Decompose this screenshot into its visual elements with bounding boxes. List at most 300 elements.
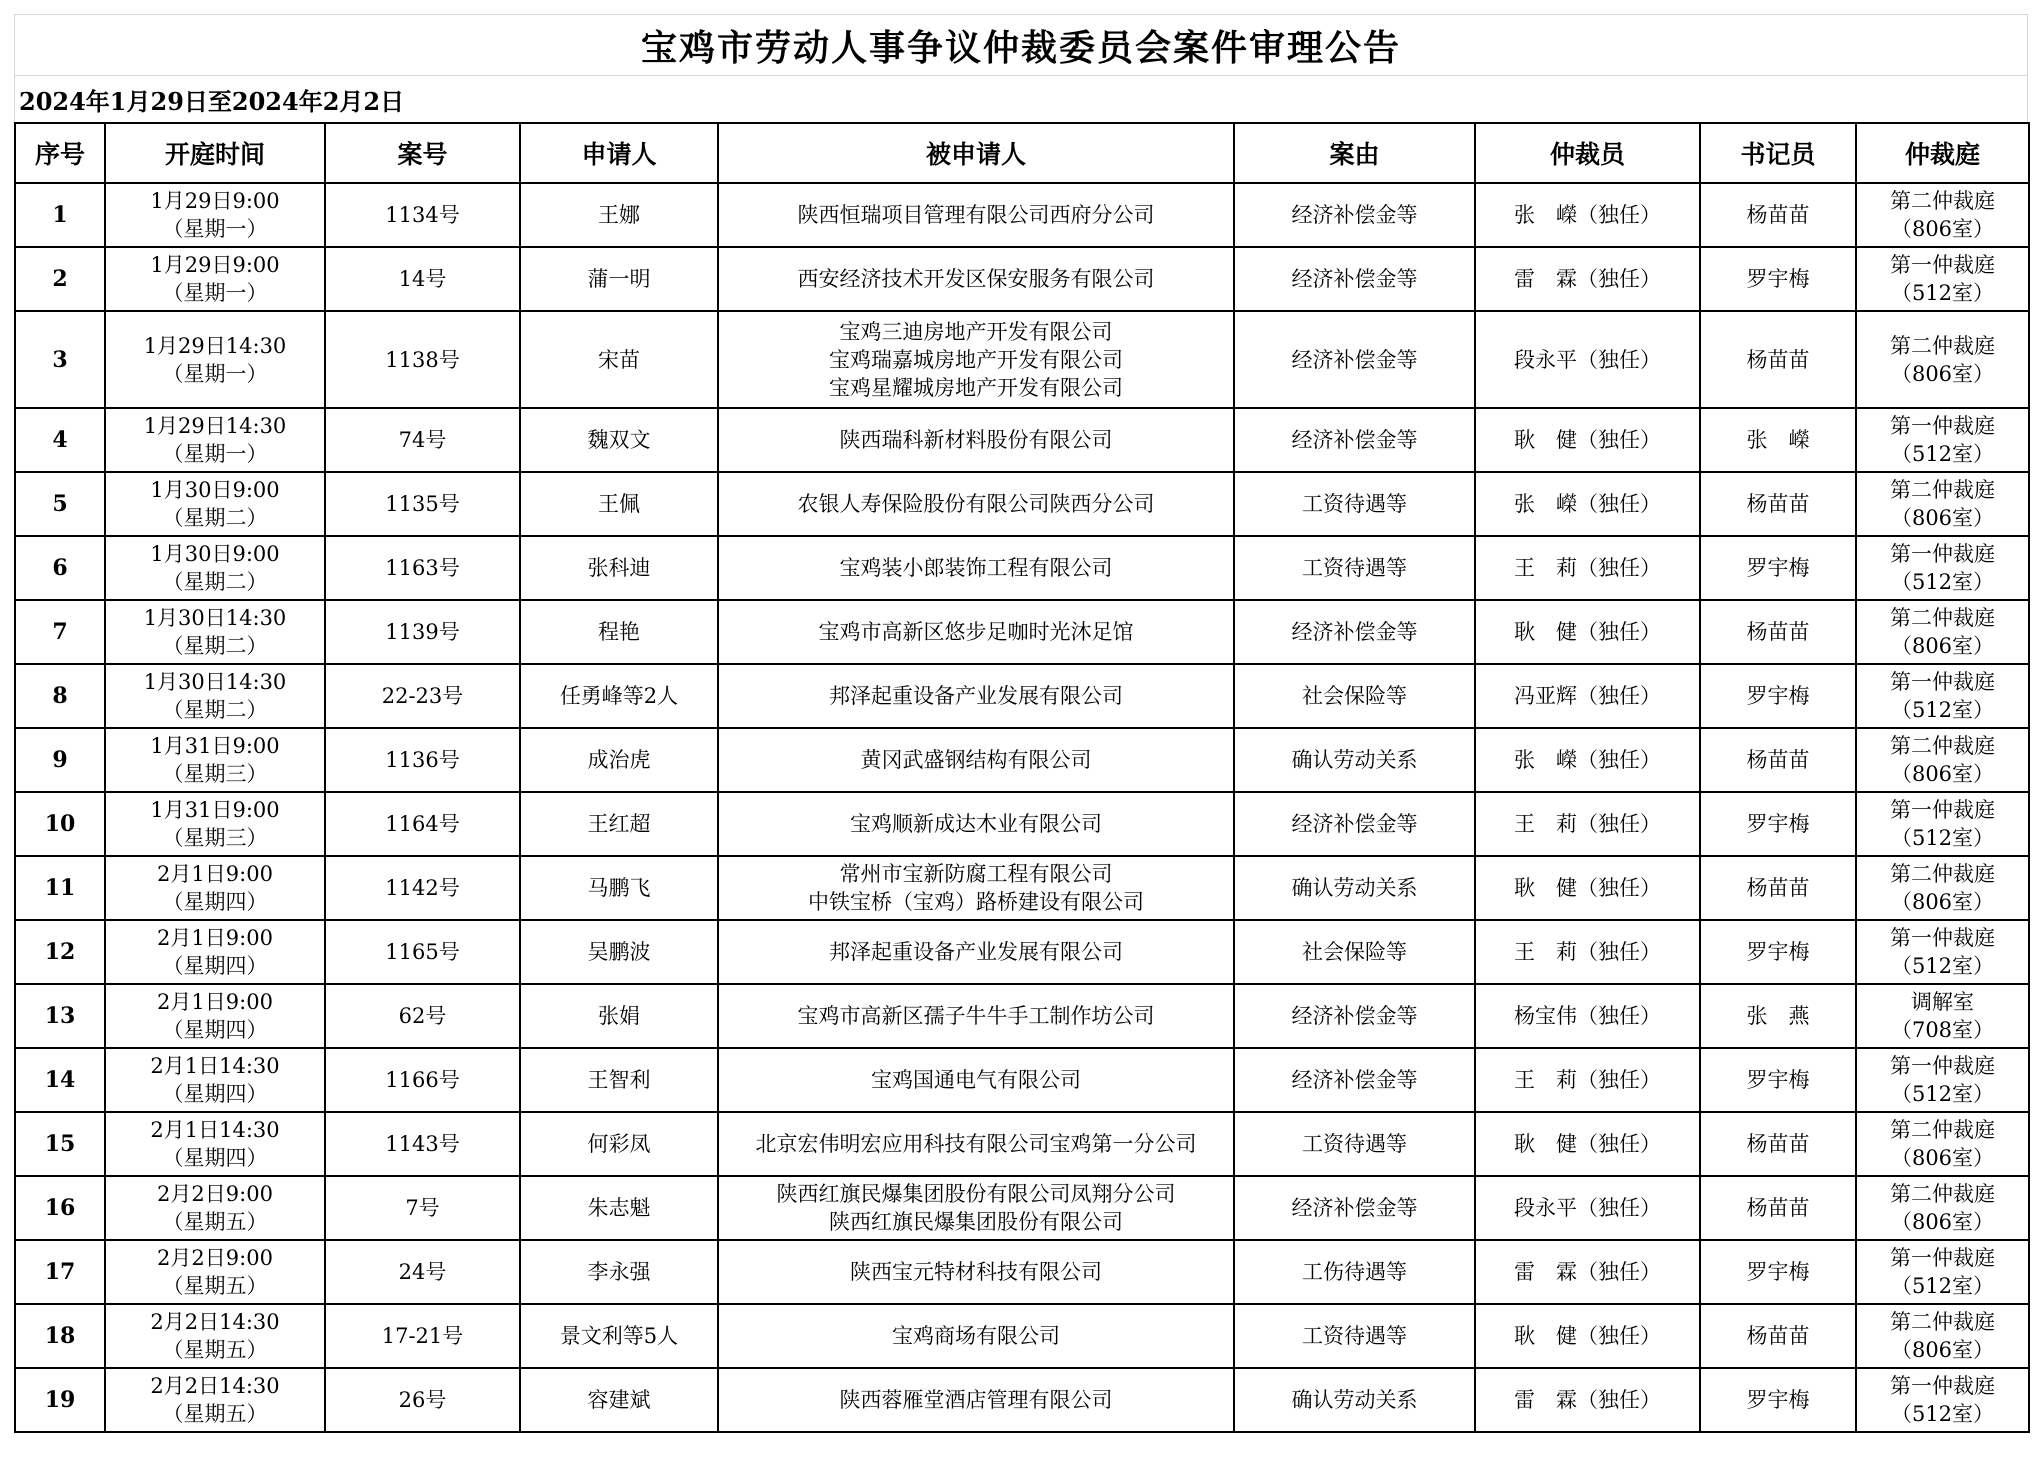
tribunal-line: （512室） [1890, 826, 1995, 850]
tribunal-line: （512室） [1890, 570, 1995, 594]
cause-cell: 确认劳动关系 [1234, 1368, 1475, 1432]
hearing-time-line: 2月1日9:00 [157, 990, 273, 1014]
respondent-line: 宝鸡顺新成达木业有限公司 [850, 812, 1102, 836]
respondent-cell [718, 1368, 1234, 1432]
tribunal-line: （806室） [1890, 762, 1995, 786]
hearing-time-line: （星期一） [162, 217, 268, 241]
respondent-cell [718, 247, 1234, 311]
hearing-time-line: 1月30日9:00 [150, 542, 280, 566]
respondent-line: 宝鸡瑞嘉城房地产开发有限公司 [829, 347, 1123, 372]
tribunal-line: 第一仲裁庭 [1890, 670, 1995, 694]
seq-cell: 19 [15, 1368, 105, 1432]
case-number-cell: 24号 [325, 1240, 520, 1304]
tribunal-line: 第一仲裁庭 [1890, 253, 1995, 277]
arbitrator-cell: 耿 健（独任） [1475, 408, 1700, 472]
tribunal-cell [1856, 1240, 2029, 1304]
tribunal-line: （806室） [1890, 1338, 1995, 1362]
case-number-cell: 1139号 [325, 600, 520, 664]
hearing-time-cell [105, 920, 325, 984]
hearing-time-cell [105, 1048, 325, 1112]
tribunal-line: （806室） [1890, 506, 1995, 530]
tribunal-line: （806室） [1890, 634, 1995, 658]
tribunal-line: 第一仲裁庭 [1890, 926, 1995, 950]
tribunal-line: 第一仲裁庭 [1890, 1054, 1995, 1078]
hearing-time-cell [105, 600, 325, 664]
seq-cell: 6 [15, 536, 105, 600]
respondent-line: 农银人寿保险股份有限公司陕西分公司 [797, 492, 1155, 516]
tribunal-line: 第二仲裁庭 [1890, 734, 1995, 758]
clerk-cell: 罗宇梅 [1700, 536, 1856, 600]
seq-cell: 12 [15, 920, 105, 984]
respondent-line: 西安经济技术开发区保安服务有限公司 [797, 267, 1155, 291]
hearing-time-line: 1月30日9:00 [150, 478, 280, 502]
table-row [15, 728, 2029, 792]
table-row [15, 1368, 2029, 1432]
table-body [15, 183, 2029, 1432]
header-hearing-time: 开庭时间 [105, 123, 325, 183]
arbitrator-cell: 王 莉（独任） [1475, 536, 1700, 600]
case-number-cell: 1142号 [325, 856, 520, 920]
hearing-time-line: （星期五） [162, 1338, 268, 1362]
seq-cell: 4 [15, 408, 105, 472]
clerk-cell: 罗宇梅 [1700, 792, 1856, 856]
cause-cell: 确认劳动关系 [1234, 728, 1475, 792]
applicant-cell: 任勇峰等2人 [520, 664, 718, 728]
cause-cell: 经济补偿金等 [1234, 1048, 1475, 1112]
tribunal-cell [1856, 664, 2029, 728]
case-number-cell: 1138号 [325, 311, 520, 408]
hearing-time-line: （星期一） [162, 361, 268, 386]
tribunal-line: 第二仲裁庭 [1890, 1118, 1995, 1142]
header-seq: 序号 [15, 123, 105, 183]
clerk-cell: 杨苗苗 [1700, 728, 1856, 792]
respondent-cell [718, 1240, 1234, 1304]
seq-cell: 7 [15, 600, 105, 664]
tribunal-line: （512室） [1890, 442, 1995, 466]
arbitrator-cell: 段永平（独任） [1475, 1176, 1700, 1240]
respondent-cell [718, 183, 1234, 247]
arbitrator-cell: 杨宝伟（独任） [1475, 984, 1700, 1048]
tribunal-line: 第二仲裁庭 [1890, 1310, 1995, 1334]
hearing-time-cell [105, 664, 325, 728]
hearing-time-line: （星期四） [162, 1146, 268, 1170]
tribunal-cell [1856, 792, 2029, 856]
clerk-cell: 张 嶸 [1700, 408, 1856, 472]
tribunal-cell [1856, 600, 2029, 664]
cause-cell: 经济补偿金等 [1234, 311, 1475, 408]
hearing-time-line: （星期二） [162, 570, 268, 594]
respondent-line: 中铁宝桥（宝鸡）路桥建设有限公司 [808, 890, 1144, 914]
clerk-cell: 杨苗苗 [1700, 1112, 1856, 1176]
arbitrator-cell: 张 嶸（独任） [1475, 472, 1700, 536]
arbitrator-cell: 雷 霖（独任） [1475, 1368, 1700, 1432]
cause-cell: 工资待遇等 [1234, 536, 1475, 600]
seq-cell: 2 [15, 247, 105, 311]
seq-cell: 9 [15, 728, 105, 792]
cause-cell: 经济补偿金等 [1234, 600, 1475, 664]
respondent-line: 邦泽起重设备产业发展有限公司 [829, 684, 1123, 708]
tribunal-line: 第二仲裁庭 [1890, 606, 1995, 630]
hearing-time-cell [105, 856, 325, 920]
respondent-cell [718, 311, 1234, 408]
seq-cell: 5 [15, 472, 105, 536]
table-row [15, 920, 2029, 984]
seq-cell: 14 [15, 1048, 105, 1112]
clerk-cell: 罗宇梅 [1700, 1048, 1856, 1112]
clerk-cell: 罗宇梅 [1700, 664, 1856, 728]
case-number-cell: 1134号 [325, 183, 520, 247]
hearing-time-line: （星期四） [162, 1082, 268, 1106]
table-row [15, 1304, 2029, 1368]
tribunal-cell [1856, 1048, 2029, 1112]
hearing-time-cell [105, 472, 325, 536]
applicant-cell: 王娜 [520, 183, 718, 247]
cause-cell: 工伤待遇等 [1234, 1240, 1475, 1304]
seq-cell: 3 [15, 311, 105, 408]
page-title: 宝鸡市劳动人事争议仲裁委员会案件审理公告 [14, 14, 2028, 75]
hearing-time-cell [105, 1176, 325, 1240]
clerk-cell: 罗宇梅 [1700, 1368, 1856, 1432]
tribunal-cell [1856, 984, 2029, 1048]
tribunal-cell [1856, 183, 2029, 247]
hearing-time-line: （星期二） [162, 698, 268, 722]
hearing-schedule-table [14, 122, 2030, 1433]
tribunal-line: 第二仲裁庭 [1890, 1182, 1995, 1206]
hearing-time-cell [105, 728, 325, 792]
applicant-cell: 李永强 [520, 1240, 718, 1304]
respondent-cell [718, 856, 1234, 920]
clerk-cell: 杨苗苗 [1700, 183, 1856, 247]
tribunal-line: 第一仲裁庭 [1890, 798, 1995, 822]
case-number-cell: 17-21号 [325, 1304, 520, 1368]
hearing-time-line: 2月1日14:30 [150, 1118, 280, 1142]
tribunal-line: （512室） [1890, 1274, 1995, 1298]
hearing-time-cell [105, 1240, 325, 1304]
applicant-cell: 张娟 [520, 984, 718, 1048]
hearing-time-cell [105, 984, 325, 1048]
case-number-cell: 1136号 [325, 728, 520, 792]
arbitrator-cell: 王 莉（独任） [1475, 920, 1700, 984]
respondent-cell [718, 984, 1234, 1048]
header-arbitrator: 仲裁员 [1475, 123, 1700, 183]
hearing-time-line: 1月30日14:30 [143, 670, 287, 694]
cause-cell: 工资待遇等 [1234, 1304, 1475, 1368]
table-row [15, 1112, 2029, 1176]
seq-cell: 11 [15, 856, 105, 920]
tribunal-line: （512室） [1890, 1082, 1995, 1106]
cause-cell: 社会保险等 [1234, 664, 1475, 728]
hearing-time-line: 2月1日9:00 [157, 862, 273, 886]
header-tribunal: 仲裁庭 [1856, 123, 2029, 183]
clerk-cell: 杨苗苗 [1700, 1304, 1856, 1368]
applicant-cell: 程艳 [520, 600, 718, 664]
seq-cell: 13 [15, 984, 105, 1048]
case-number-cell: 26号 [325, 1368, 520, 1432]
respondent-cell [718, 536, 1234, 600]
tribunal-cell [1856, 536, 2029, 600]
respondent-line: 宝鸡市高新区孺子牛牛手工制作坊公司 [797, 1004, 1155, 1028]
respondent-cell [718, 472, 1234, 536]
tribunal-cell [1856, 856, 2029, 920]
seq-cell: 18 [15, 1304, 105, 1368]
tribunal-line: （806室） [1890, 217, 1995, 241]
case-number-cell: 1166号 [325, 1048, 520, 1112]
hearing-time-line: 1月29日9:00 [150, 253, 280, 277]
hearing-time-line: （星期三） [162, 762, 268, 786]
applicant-cell: 吴鹏波 [520, 920, 718, 984]
hearing-time-cell [105, 408, 325, 472]
hearing-time-cell [105, 183, 325, 247]
respondent-line: 宝鸡商场有限公司 [892, 1324, 1060, 1348]
table-row [15, 984, 2029, 1048]
hearing-time-line: （星期四） [162, 954, 268, 978]
clerk-cell: 罗宇梅 [1700, 1240, 1856, 1304]
case-number-cell: 1163号 [325, 536, 520, 600]
hearing-time-line: （星期五） [162, 1402, 268, 1426]
seq-cell: 8 [15, 664, 105, 728]
tribunal-cell [1856, 408, 2029, 472]
respondent-line: 邦泽起重设备产业发展有限公司 [829, 940, 1123, 964]
hearing-time-line: 2月2日14:30 [150, 1310, 280, 1334]
case-number-cell: 1164号 [325, 792, 520, 856]
table-row [15, 1176, 2029, 1240]
case-number-cell: 7号 [325, 1176, 520, 1240]
seq-cell: 17 [15, 1240, 105, 1304]
tribunal-line: 第二仲裁庭 [1890, 862, 1995, 886]
announcement-sheet [14, 14, 2028, 1433]
hearing-time-line: （星期五） [162, 1210, 268, 1234]
date-range: 2024年1月29日至2024年2月2日 [14, 75, 2028, 122]
hearing-time-line: 1月29日14:30 [143, 333, 287, 358]
cause-cell: 确认劳动关系 [1234, 856, 1475, 920]
table-row [15, 1240, 2029, 1304]
respondent-line: 宝鸡国通电气有限公司 [871, 1068, 1081, 1092]
applicant-cell: 蒲一明 [520, 247, 718, 311]
clerk-cell: 杨苗苗 [1700, 1176, 1856, 1240]
hearing-time-line: 2月2日9:00 [157, 1246, 273, 1270]
tribunal-line: 第二仲裁庭 [1890, 478, 1995, 502]
hearing-time-cell [105, 1304, 325, 1368]
arbitrator-cell: 耿 健（独任） [1475, 600, 1700, 664]
arbitrator-cell: 耿 健（独任） [1475, 856, 1700, 920]
respondent-cell [718, 664, 1234, 728]
seq-cell: 10 [15, 792, 105, 856]
hearing-time-line: （星期四） [162, 890, 268, 914]
tribunal-line: 第一仲裁庭 [1890, 1374, 1995, 1398]
respondent-line: 陕西瑞科新材料股份有限公司 [839, 428, 1113, 452]
tribunal-cell [1856, 247, 2029, 311]
cause-cell: 经济补偿金等 [1234, 1176, 1475, 1240]
tribunal-line: （806室） [1890, 1210, 1995, 1234]
hearing-time-cell [105, 792, 325, 856]
case-number-cell: 62号 [325, 984, 520, 1048]
table-row [15, 664, 2029, 728]
tribunal-line: （512室） [1890, 954, 1995, 978]
tribunal-line: 第一仲裁庭 [1890, 1246, 1995, 1270]
arbitrator-cell: 王 莉（独任） [1475, 792, 1700, 856]
arbitrator-cell: 雷 霖（独任） [1475, 247, 1700, 311]
applicant-cell: 魏双文 [520, 408, 718, 472]
hearing-time-line: 1月31日9:00 [150, 798, 280, 822]
tribunal-line: 第二仲裁庭 [1890, 333, 1995, 358]
hearing-time-line: （星期三） [162, 826, 268, 850]
applicant-cell: 容建斌 [520, 1368, 718, 1432]
cause-cell: 经济补偿金等 [1234, 408, 1475, 472]
applicant-cell: 马鹏飞 [520, 856, 718, 920]
tribunal-line: （512室） [1890, 281, 1995, 305]
table-header-row [15, 123, 2029, 183]
respondent-line: 陕西红旗民爆集团股份有限公司 [829, 1210, 1123, 1234]
respondent-cell [718, 408, 1234, 472]
tribunal-line: （806室） [1890, 1146, 1995, 1170]
tribunal-line: 第一仲裁庭 [1890, 542, 1995, 566]
arbitrator-cell: 张 嶸（独任） [1475, 183, 1700, 247]
arbitrator-cell: 张 嶸（独任） [1475, 728, 1700, 792]
hearing-time-line: 1月29日14:30 [143, 414, 287, 438]
seq-cell: 1 [15, 183, 105, 247]
applicant-cell: 宋苗 [520, 311, 718, 408]
table-row [15, 536, 2029, 600]
table-row [15, 311, 2029, 408]
clerk-cell: 杨苗苗 [1700, 311, 1856, 408]
hearing-time-line: 2月1日14:30 [150, 1054, 280, 1078]
arbitrator-cell: 冯亚辉（独任） [1475, 664, 1700, 728]
respondent-cell [718, 728, 1234, 792]
respondent-cell [718, 1304, 1234, 1368]
table-row [15, 600, 2029, 664]
respondent-cell [718, 792, 1234, 856]
seq-cell: 16 [15, 1176, 105, 1240]
table-row [15, 408, 2029, 472]
arbitrator-cell: 段永平（独任） [1475, 311, 1700, 408]
seq-cell: 15 [15, 1112, 105, 1176]
respondent-line: 陕西宝元特材科技有限公司 [850, 1260, 1102, 1284]
tribunal-line: （806室） [1890, 361, 1995, 386]
hearing-time-cell [105, 536, 325, 600]
case-number-cell: 14号 [325, 247, 520, 311]
respondent-line: 宝鸡装小郎装饰工程有限公司 [839, 556, 1113, 580]
cause-cell: 经济补偿金等 [1234, 792, 1475, 856]
arbitrator-cell: 耿 健（独任） [1475, 1112, 1700, 1176]
hearing-time-line: （星期四） [162, 1018, 268, 1042]
cause-cell: 经济补偿金等 [1234, 183, 1475, 247]
clerk-cell: 罗宇梅 [1700, 920, 1856, 984]
hearing-time-cell [105, 1112, 325, 1176]
table-row [15, 247, 2029, 311]
hearing-time-line: 1月30日14:30 [143, 606, 287, 630]
respondent-line: 常州市宝新防腐工程有限公司 [839, 862, 1113, 886]
respondent-cell [718, 600, 1234, 664]
respondent-line: 宝鸡三迪房地产开发有限公司 [839, 319, 1113, 344]
arbitrator-cell: 雷 霖（独任） [1475, 1240, 1700, 1304]
applicant-cell: 王红超 [520, 792, 718, 856]
respondent-cell [718, 1112, 1234, 1176]
case-number-cell: 1135号 [325, 472, 520, 536]
hearing-time-cell [105, 1368, 325, 1432]
header-respondent: 被申请人 [718, 123, 1234, 183]
tribunal-cell [1856, 1176, 2029, 1240]
tribunal-line: （512室） [1890, 1402, 1995, 1426]
table-row [15, 472, 2029, 536]
respondent-line: 陕西红旗民爆集团股份有限公司凤翔分公司 [776, 1182, 1176, 1206]
clerk-cell: 杨苗苗 [1700, 856, 1856, 920]
tribunal-cell [1856, 311, 2029, 408]
applicant-cell: 张科迪 [520, 536, 718, 600]
cause-cell: 经济补偿金等 [1234, 984, 1475, 1048]
cause-cell: 工资待遇等 [1234, 472, 1475, 536]
applicant-cell: 王佩 [520, 472, 718, 536]
hearing-time-line: 1月31日9:00 [150, 734, 280, 758]
tribunal-cell [1856, 1368, 2029, 1432]
tribunal-cell [1856, 1304, 2029, 1368]
cause-cell: 经济补偿金等 [1234, 247, 1475, 311]
hearing-time-line: （星期一） [162, 281, 268, 305]
respondent-cell [718, 920, 1234, 984]
tribunal-line: （512室） [1890, 698, 1995, 722]
hearing-time-line: （星期二） [162, 634, 268, 658]
respondent-line: 北京宏伟明宏应用科技有限公司宝鸡第一分公司 [755, 1132, 1197, 1156]
respondent-line: 宝鸡星耀城房地产开发有限公司 [829, 375, 1123, 400]
applicant-cell: 景文利等5人 [520, 1304, 718, 1368]
case-number-cell: 22-23号 [325, 664, 520, 728]
cause-cell: 社会保险等 [1234, 920, 1475, 984]
respondent-cell [718, 1048, 1234, 1112]
hearing-time-cell [105, 311, 325, 408]
respondent-line: 陕西恒瑞项目管理有限公司西府分公司 [797, 203, 1155, 227]
header-applicant: 申请人 [520, 123, 718, 183]
case-number-cell: 1165号 [325, 920, 520, 984]
tribunal-line: 调解室 [1911, 990, 1974, 1014]
hearing-time-line: 2月2日14:30 [150, 1374, 280, 1398]
hearing-time-line: （星期二） [162, 506, 268, 530]
tribunal-line: （806室） [1890, 890, 1995, 914]
tribunal-cell [1856, 1112, 2029, 1176]
clerk-cell: 杨苗苗 [1700, 472, 1856, 536]
arbitrator-cell: 王 莉（独任） [1475, 1048, 1700, 1112]
applicant-cell: 何彩凤 [520, 1112, 718, 1176]
clerk-cell: 罗宇梅 [1700, 247, 1856, 311]
hearing-time-line: 2月2日9:00 [157, 1182, 273, 1206]
respondent-line: 黄冈武盛钢结构有限公司 [860, 748, 1092, 772]
tribunal-cell [1856, 728, 2029, 792]
hearing-time-line: （星期五） [162, 1274, 268, 1298]
clerk-cell: 张 燕 [1700, 984, 1856, 1048]
hearing-time-line: （星期一） [162, 442, 268, 466]
header-case-number: 案号 [325, 123, 520, 183]
respondent-cell [718, 1176, 1234, 1240]
tribunal-line: （708室） [1890, 1018, 1995, 1042]
hearing-time-line: 1月29日9:00 [150, 189, 280, 213]
header-cause: 案由 [1234, 123, 1475, 183]
tribunal-cell [1856, 920, 2029, 984]
table-row [15, 792, 2029, 856]
respondent-line: 陕西蓉雁堂酒店管理有限公司 [839, 1388, 1113, 1412]
table-row [15, 183, 2029, 247]
header-clerk: 书记员 [1700, 123, 1856, 183]
cause-cell: 工资待遇等 [1234, 1112, 1475, 1176]
applicant-cell: 成治虎 [520, 728, 718, 792]
hearing-time-line: 2月1日9:00 [157, 926, 273, 950]
table-row [15, 1048, 2029, 1112]
arbitrator-cell: 耿 健（独任） [1475, 1304, 1700, 1368]
respondent-line: 宝鸡市高新区悠步足咖时光沐足馆 [818, 620, 1134, 644]
applicant-cell: 朱志魁 [520, 1176, 718, 1240]
table-row [15, 856, 2029, 920]
tribunal-line: 第一仲裁庭 [1890, 414, 1995, 438]
applicant-cell: 王智利 [520, 1048, 718, 1112]
clerk-cell: 杨苗苗 [1700, 600, 1856, 664]
hearing-time-cell [105, 247, 325, 311]
